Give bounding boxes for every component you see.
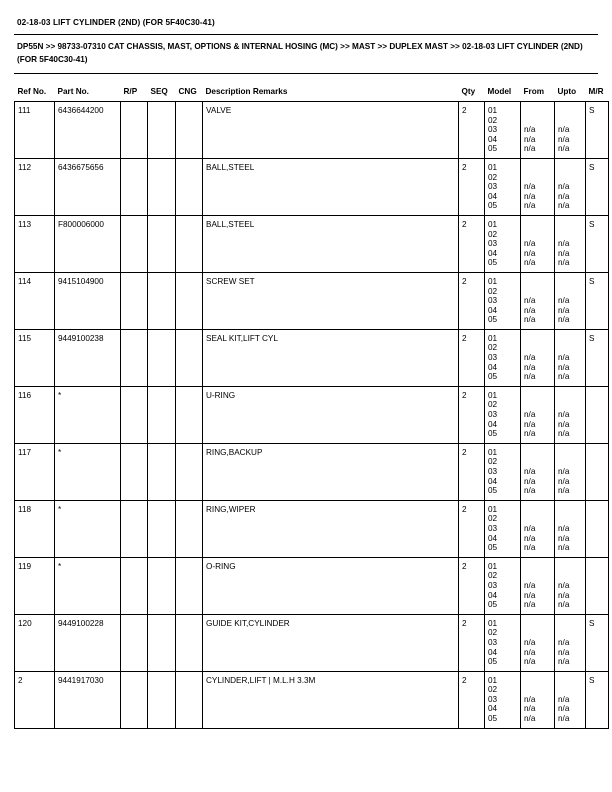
table-row <box>15 329 609 386</box>
table-row <box>15 158 609 215</box>
cell-from: n/a n/a n/a <box>521 557 555 614</box>
cell-seq <box>148 557 176 614</box>
cell-mr <box>586 557 609 614</box>
cell-rp <box>121 671 148 728</box>
cell-seq <box>148 671 176 728</box>
cell-model: 01 02 03 04 05 <box>485 500 521 557</box>
cell-qty: 2 <box>459 215 485 272</box>
cell-part-no[interactable]: 9449100228 <box>55 614 121 671</box>
cell-upto: n/a n/a n/a <box>555 215 586 272</box>
table-row <box>15 500 609 557</box>
cell-part-no[interactable]: * <box>55 500 121 557</box>
cell-model: 01 02 03 04 05 <box>485 158 521 215</box>
cell-model: 01 02 03 04 05 <box>485 272 521 329</box>
cell-ref-no: 120 <box>15 614 55 671</box>
column-header-model: Model <box>485 87 521 102</box>
cell-cng <box>176 158 203 215</box>
cell-seq <box>148 500 176 557</box>
table-row <box>15 272 609 329</box>
cell-cng <box>176 215 203 272</box>
cell-mr: S <box>586 158 609 215</box>
title-divider <box>14 34 598 35</box>
cell-qty: 2 <box>459 443 485 500</box>
cell-description: RING,WIPER <box>203 500 459 557</box>
cell-description: VALVE <box>203 102 459 159</box>
cell-qty: 2 <box>459 614 485 671</box>
cell-qty: 2 <box>459 671 485 728</box>
cell-upto: n/a n/a n/a <box>555 443 586 500</box>
cell-description: CYLINDER,LIFT | M.L.H 3.3M <box>203 671 459 728</box>
cell-description: O-RING <box>203 557 459 614</box>
cell-model: 01 02 03 04 05 <box>485 386 521 443</box>
cell-qty: 2 <box>459 500 485 557</box>
cell-qty: 2 <box>459 329 485 386</box>
cell-from: n/a n/a n/a <box>521 614 555 671</box>
cell-rp <box>121 557 148 614</box>
cell-ref-no: 117 <box>15 443 55 500</box>
cell-model: 01 02 03 04 05 <box>485 614 521 671</box>
cell-qty: 2 <box>459 102 485 159</box>
cell-part-no[interactable]: F800006000 <box>55 215 121 272</box>
cell-ref-no: 115 <box>15 329 55 386</box>
cell-cng <box>176 272 203 329</box>
cell-seq <box>148 215 176 272</box>
column-header-seq: SEQ <box>148 87 176 102</box>
cell-upto: n/a n/a n/a <box>555 557 586 614</box>
cell-from: n/a n/a n/a <box>521 443 555 500</box>
cell-qty: 2 <box>459 158 485 215</box>
cell-part-no[interactable]: 6436675656 <box>55 158 121 215</box>
cell-seq <box>148 386 176 443</box>
cell-cng <box>176 329 203 386</box>
table-row <box>15 557 609 614</box>
table-row <box>15 386 609 443</box>
cell-rp <box>121 158 148 215</box>
cell-upto: n/a n/a n/a <box>555 272 586 329</box>
cell-ref-no: 2 <box>15 671 55 728</box>
cell-upto: n/a n/a n/a <box>555 329 586 386</box>
cell-from: n/a n/a n/a <box>521 102 555 159</box>
column-header-upto: Upto <box>555 87 586 102</box>
cell-ref-no: 113 <box>15 215 55 272</box>
cell-ref-no: 112 <box>15 158 55 215</box>
cell-mr: S <box>586 272 609 329</box>
cell-from: n/a n/a n/a <box>521 386 555 443</box>
cell-upto: n/a n/a n/a <box>555 500 586 557</box>
cell-description: SCREW SET <box>203 272 459 329</box>
parts-table <box>14 87 609 729</box>
cell-upto: n/a n/a n/a <box>555 614 586 671</box>
cell-qty: 2 <box>459 557 485 614</box>
cell-qty: 2 <box>459 386 485 443</box>
page-title: 02-18-03 LIFT CYLINDER (2ND) (FOR 5F40C30-41) <box>17 18 215 27</box>
column-header-from: From <box>521 87 555 102</box>
table-row <box>15 443 609 500</box>
cell-part-no[interactable]: 9415104900 <box>55 272 121 329</box>
cell-upto: n/a n/a n/a <box>555 158 586 215</box>
cell-mr <box>586 386 609 443</box>
cell-ref-no: 114 <box>15 272 55 329</box>
cell-description: BALL,STEEL <box>203 158 459 215</box>
cell-from: n/a n/a n/a <box>521 500 555 557</box>
cell-description: BALL,STEEL <box>203 215 459 272</box>
table-row <box>15 215 609 272</box>
cell-model: 01 02 03 04 05 <box>485 102 521 159</box>
cell-from: n/a n/a n/a <box>521 329 555 386</box>
cell-ref-no: 111 <box>15 102 55 159</box>
cell-model: 01 02 03 04 05 <box>485 443 521 500</box>
column-header-description: Description Remarks <box>203 87 459 102</box>
column-header-cng: CNG <box>176 87 203 102</box>
cell-seq <box>148 102 176 159</box>
cell-mr <box>586 500 609 557</box>
cell-rp <box>121 614 148 671</box>
cell-ref-no: 118 <box>15 500 55 557</box>
cell-seq <box>148 443 176 500</box>
cell-mr: S <box>586 671 609 728</box>
cell-part-no[interactable]: * <box>55 557 121 614</box>
cell-cng <box>176 557 203 614</box>
cell-seq <box>148 158 176 215</box>
cell-rp <box>121 386 148 443</box>
cell-from: n/a n/a n/a <box>521 158 555 215</box>
cell-mr: S <box>586 215 609 272</box>
cell-rp <box>121 272 148 329</box>
cell-seq <box>148 272 176 329</box>
cell-rp <box>121 443 148 500</box>
cell-ref-no: 119 <box>15 557 55 614</box>
cell-cng <box>176 671 203 728</box>
cell-part-no[interactable]: * <box>55 386 121 443</box>
breadcrumb: DP55N >> 98733-07310 CAT CHASSIS, MAST, OPTIONS & INTERNAL HOSING (MC) >> MAST >> DUPLEX MAST >> 02-18-03 LIFT CYLINDER (2ND) (FOR 5F40C30-41) <box>17 42 583 64</box>
cell-seq <box>148 614 176 671</box>
cell-model: 01 02 03 04 05 <box>485 671 521 728</box>
cell-part-no[interactable]: * <box>55 443 121 500</box>
cell-mr <box>586 443 609 500</box>
cell-rp <box>121 329 148 386</box>
cell-model: 01 02 03 04 05 <box>485 215 521 272</box>
cell-rp <box>121 500 148 557</box>
cell-mr: S <box>586 329 609 386</box>
cell-cng <box>176 500 203 557</box>
cell-from: n/a n/a n/a <box>521 272 555 329</box>
column-header-rp: R/P <box>121 87 148 102</box>
cell-part-no[interactable]: 9441917030 <box>55 671 121 728</box>
table-row <box>15 614 609 671</box>
column-header-ref: Ref No. <box>15 87 55 102</box>
cell-mr: S <box>586 614 609 671</box>
cell-description: SEAL KIT,LIFT CYL <box>203 329 459 386</box>
cell-part-no[interactable]: 9449100238 <box>55 329 121 386</box>
breadcrumb-divider <box>14 73 598 74</box>
cell-upto: n/a n/a n/a <box>555 386 586 443</box>
cell-description: RING,BACKUP <box>203 443 459 500</box>
column-header-qty: Qty <box>459 87 485 102</box>
cell-cng <box>176 102 203 159</box>
cell-part-no[interactable]: 6436644200 <box>55 102 121 159</box>
cell-qty: 2 <box>459 272 485 329</box>
cell-rp <box>121 102 148 159</box>
table-row <box>15 671 609 728</box>
cell-ref-no: 116 <box>15 386 55 443</box>
cell-model: 01 02 03 04 05 <box>485 329 521 386</box>
cell-seq <box>148 329 176 386</box>
cell-description: U-RING <box>203 386 459 443</box>
table-row <box>15 102 609 159</box>
cell-upto: n/a n/a n/a <box>555 102 586 159</box>
cell-cng <box>176 614 203 671</box>
column-header-mr: M/R <box>586 87 609 102</box>
cell-cng <box>176 386 203 443</box>
cell-rp <box>121 215 148 272</box>
cell-from: n/a n/a n/a <box>521 671 555 728</box>
cell-mr: S <box>586 102 609 159</box>
cell-model: 01 02 03 04 05 <box>485 557 521 614</box>
cell-cng <box>176 443 203 500</box>
cell-from: n/a n/a n/a <box>521 215 555 272</box>
cell-upto: n/a n/a n/a <box>555 671 586 728</box>
column-header-part: Part No. <box>55 87 121 102</box>
cell-description: GUIDE KIT,CYLINDER <box>203 614 459 671</box>
